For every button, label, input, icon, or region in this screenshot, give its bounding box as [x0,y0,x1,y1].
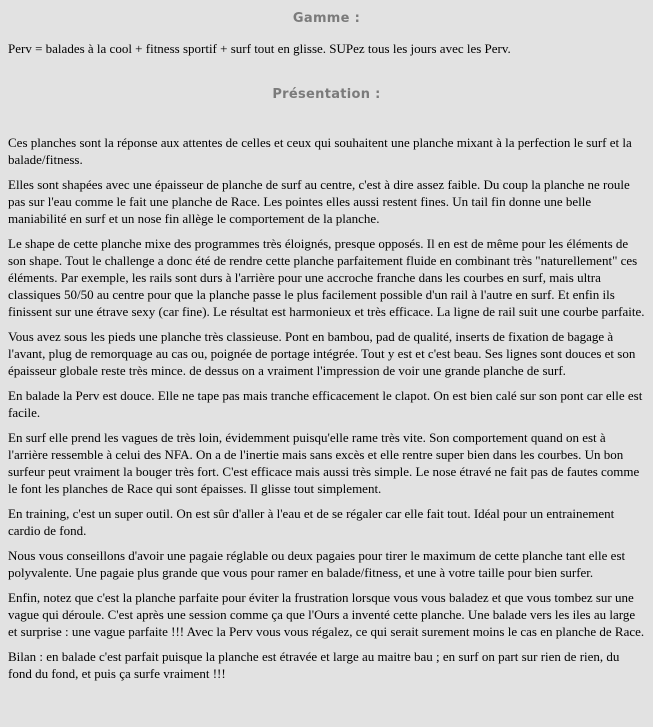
paragraph-pagaie-conseil: Nous vous conseillons d'avoir une pagaie réglable ou deux pagaies pour tirer le maximum de cette planche tant elle est polyvalente. Une pagaie plus grande que vous pour ramer en balade/fitness, et une à votre taille pour bien surfer. [8,548,626,580]
paragraph-training: En training, c'est un super outil. On est sûr d'aller à l'eau et de se régaler car elle fait tout. Idéal pour un entrainement cardio de fond. [8,506,615,538]
paragraph-anecdote-ours: Enfin, notez que c'est la planche parfaite pour éviter la frustration lorsque vous vous baladez et que vous tombez sur une vague qui déroule. C'est après une session comme ça que l'Ours a inventé cette planche. Une balade vers les iles au large et surprise : une vague parfaite !!! Avec la Perv vous vous régalez, ce qui serait surement moins le cas en planche de Race. [8,590,645,639]
paragraph-equipement-pont: Vous avez sous les pieds une planche très classieuse. Pont en bambou, pad de qualité, inserts de fixation de bagage à l'avant, plug de remorquage au cas ou, poignée de portage intégrée. Tout y est et c'est beau. Ses lignes sont douces et son épaisseur globale reste très mince. de dessus on a vraiment l'impression de voir une grande planche de surf. [8,329,636,378]
paragraph-concept-response: Ces planches sont la réponse aux attentes de celles et ceux qui souhaitent une planche mixant à la perfection le surf et la balade/fitness. [8,135,632,167]
paragraph-epaisseur-shape: Elles sont shapées avec une épaisseur de planche de surf au centre, c'est à dire assez faible. Du coup la planche ne roule pas sur l'eau comme le fait une planche de Race. Les pointes elles aussi restent fines. Un tail fin donne une belle maniabilité en surf et un nose fin allège le comportement de la planche. [8,177,630,226]
paragraph-bilan: Bilan : en balade c'est parfait puisque la planche est étravée et large au maitre bau ; en surf on part sur rien de rien, du fond du fond, et puis ça surfe vraiment !!! [8,649,620,681]
paragraph-balade: En balade la Perv est douce. Elle ne tape pas mais tranche efficacement le clapot. On est bien calé sur son pont car elle est facile. [8,388,643,420]
gamme-section-heading: Gamme : [292,11,361,26]
paragraph-shape-mix-rails: Le shape de cette planche mixe des programmes très éloignés, presque opposés. Il en est de même pour les éléments de son shape. Tout le challenge a donc été de rendre cette planche parfaitement fluide en combinant très "naturellement" ces éléments. Par exemple, les rails sont durs à l'arrière pour une accroche franche dans les courbes en surf, mais ultra classiques 50/50 au centre pour que la planche passe le plus facilement possible d'un rail à l'autre en surf. Et enfin ils finissent sur une étrave sexy (car fine). Le résultat est harmonieux et très efficace. La ligne de rail suit une courbe parfaite. [8,236,645,319]
presentation-paragraphs [8,103,645,682]
gamme-intro-text: Perv = balades à la cool + fitness sportif + surf tout en glisse. SUPez tous les jours avec les Perv. [8,41,511,56]
paragraph-surf: En surf elle prend les vagues de très loin, évidemment puisqu'elle rame très vite. Son comportement quand on est à l'arrière ressemble à celui des NFA. On a de l'inertie mais sans excès et elle rentre super bien dans les courbes. Un bon surfeur peut vraiment la bouger très fort. C'est efficace mais aussi très simple. Le nose étravé ne fait pas de fautes comme le font les planches de Race qui sont épaisses. Il glisse tout simplement. [8,430,640,496]
presentation-section-heading: Présentation : [272,87,381,102]
